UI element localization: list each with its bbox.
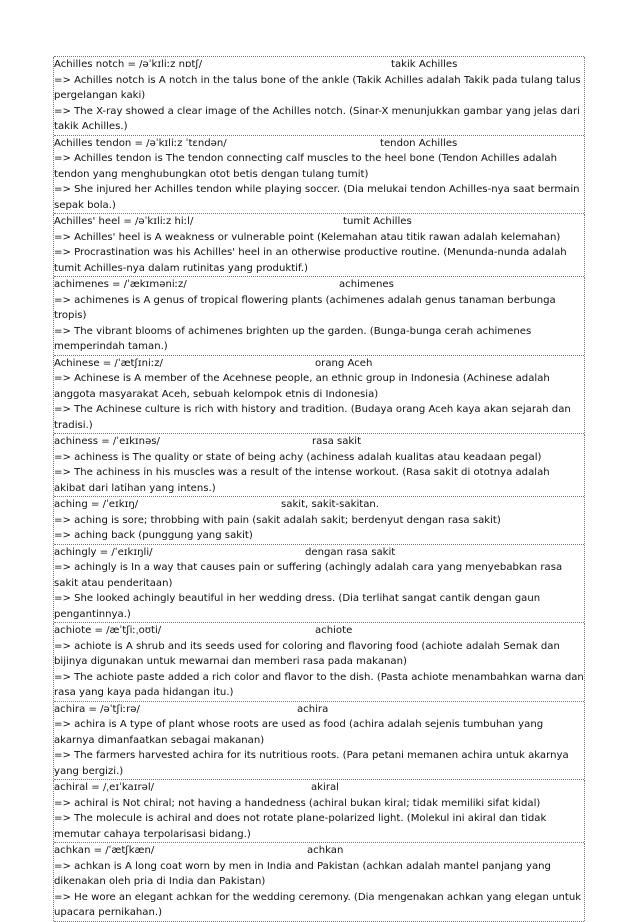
entry-example: => Procrastination was his Achilles' heel in an otherwise productive routine. (Menunda-nunda adalah tumit Achilles-nya dalam rutinitas yang produktif.) [54, 247, 567, 274]
entry-headword: Achinese = /ˈætʃɪniːz/ [54, 357, 163, 369]
entry-translation: achimenes [339, 279, 394, 290]
entry-headword: achira = /əˈtʃiːrə/ [54, 703, 140, 715]
entry-headword: achimenes = /ˈækɪməniːz/ [54, 279, 187, 290]
entry-headword: achiral = /ˌeɪˈkaɪrəl/ [54, 782, 155, 793]
entry-aching [54, 497, 584, 545]
entry-example: => She injured her Achilles tendon while playing soccer. (Dia melukai tendon Achilles-nya saat bermain sepak bola.) [54, 184, 580, 211]
entry-achingly [54, 545, 584, 624]
entry-definition: => Achilles tendon is The tendon connecting calf muscles to the heel bone (Tendon Achilles adalah tendon yang menghubungkan otot betis dengan tulang tumit) [54, 153, 557, 180]
entry-translation: achiote [315, 625, 353, 636]
entry-translation: tendon Achilles [380, 137, 458, 149]
entry-definition: => achiral is Not chiral; not having a handedness (achiral bukan kiral; tidak memiliki sifat kidal) [54, 797, 541, 809]
entry-definition: => Achilles' heel is A weakness or vulnerable point (Kelemahan atau titik rawan adalah kelemahan) [54, 231, 561, 243]
entry-achilles-tendon [54, 136, 584, 215]
entry-example: => aching back (punggung yang sakit) [54, 530, 253, 541]
entry-headword: Achilles tendon = /əˈkɪliːz ˈtɛndən/ [54, 137, 227, 149]
entry-headword: Achilles' heel = /əˈkɪliːz hiːl/ [54, 216, 194, 227]
entry-translation: rasa sakit [312, 436, 362, 447]
entry-headword: achiote = /æˈtʃiːˌoʊti/ [54, 625, 162, 636]
dictionary-sheet [54, 56, 584, 922]
entry-example: => The achiness in his muscles was a result of the intense workout. (Rasa sakit di ototnya adalah akibat dari latihan yang intens.) [54, 467, 550, 494]
entry-example: => The molecule is achiral and does not rotate plane-polarized light. (Molekul ini akiral dan tidak memutar cahaya terpolarisasi bidang.) [54, 813, 547, 840]
entry-example: => He wore an elegant achkan for the wedding ceremony. (Dia mengenakan achkan yang elegan untuk upacara pernikahan.) [54, 891, 582, 918]
entry-example: => The farmers harvested achira for its nutritious roots. (Para petani memanen achira untuk akarnya yang bergizi.) [54, 750, 569, 777]
entry-translation: achira [297, 703, 329, 715]
entry-definition: => achimenes is A genus of tropical flowering plants (achimenes adalah genus tanaman berbunga tropis) [54, 294, 556, 321]
entry-example: => The Achinese culture is rich with history and tradition. (Budaya orang Aceh kaya akan sejarah dan tradisi.) [54, 404, 571, 431]
entry-definition: => achiote is A shrub and its seeds used for coloring and flavoring food (achiote adalah Semak dan bijinya digunakan untuk mewarnai dan memberi rasa pada makanan) [54, 640, 560, 667]
entry-example: => The vibrant blooms of achimenes brighten up the garden. (Bunga-bunga cerah achimenes memperindah taman.) [54, 325, 532, 352]
entry-achimenes [54, 277, 584, 356]
entry-achiness [54, 434, 584, 497]
entry-achiote [54, 623, 584, 702]
entry-achkan [54, 843, 584, 922]
entry-achilles-heel [54, 214, 584, 277]
entry-achinese [54, 356, 584, 435]
entry-headword: achiness = /ˈeɪkɪnəs/ [54, 436, 160, 447]
entry-achiral [54, 780, 584, 843]
entry-translation: achkan [307, 845, 344, 856]
entry-example: => The X-ray showed a clear image of the Achilles notch. (Sinar-X menunjukkan gambar yang jelas dari takik Achilles.) [54, 105, 580, 132]
entry-translation: sakit, sakit-sakitan. [281, 499, 380, 510]
entry-achilles-notch [54, 56, 584, 136]
entry-headword: Achilles notch = /əˈkɪliːz nɒtʃ/ [54, 59, 203, 70]
entry-translation: takik Achilles [391, 59, 458, 70]
entry-definition: => Achinese is A member of the Acehnese people, an ethnic group in Indonesia (Achinese adalah anggota masyarakat Aceh, sebuah kelompok etnis di Indonesia) [54, 373, 550, 400]
entry-example: => She looked achingly beautiful in her wedding dress. (Dia terlihat sangat cantik dengan gaun pengantinnya.) [54, 593, 541, 620]
entry-headword: aching = /ˈeɪkɪŋ/ [54, 499, 139, 510]
entry-definition: => achingly is In a way that causes pain or suffering (achingly adalah cara yang menyebabkan rasa sakit atau penderitaan) [54, 562, 563, 589]
entry-translation: akiral [311, 782, 339, 793]
entry-definition: => achkan is A long coat worn by men in India and Pakistan (achkan adalah mantel panjang yang dikenakan oleh pria di India dan Pakistan) [54, 860, 551, 887]
entry-translation: dengan rasa sakit [305, 546, 396, 558]
entry-definition: => Achilles notch is A notch in the talus bone of the ankle (Takik Achilles adalah Takik pada tulang talus pergelangan kaki) [54, 74, 581, 101]
entry-headword: achingly = /ˈeɪkɪŋli/ [54, 546, 153, 558]
entry-example: => The achiote paste added a rich color and flavor to the dish. (Pasta achiote menambahkan warna dan rasa yang kaya pada hidangan itu.) [54, 671, 584, 698]
entry-definition: => aching is sore; throbbing with pain (sakit adalah sakit; berdenyut dengan rasa sakit) [54, 514, 501, 526]
entry-achira [54, 702, 584, 781]
entry-translation: tumit Achilles [343, 216, 412, 227]
entry-headword: achkan = /ˈætʃkæn/ [54, 845, 155, 856]
entry-translation: orang Aceh [315, 357, 373, 369]
entry-definition: => achira is A type of plant whose roots are used as food (achira adalah sejenis tumbuhan yang akarnya dimanfaatkan sebagai makanan) [54, 719, 544, 746]
entry-definition: => achiness is The quality or state of being achy (achiness adalah kualitas atau keadaan pegal) [54, 451, 542, 463]
